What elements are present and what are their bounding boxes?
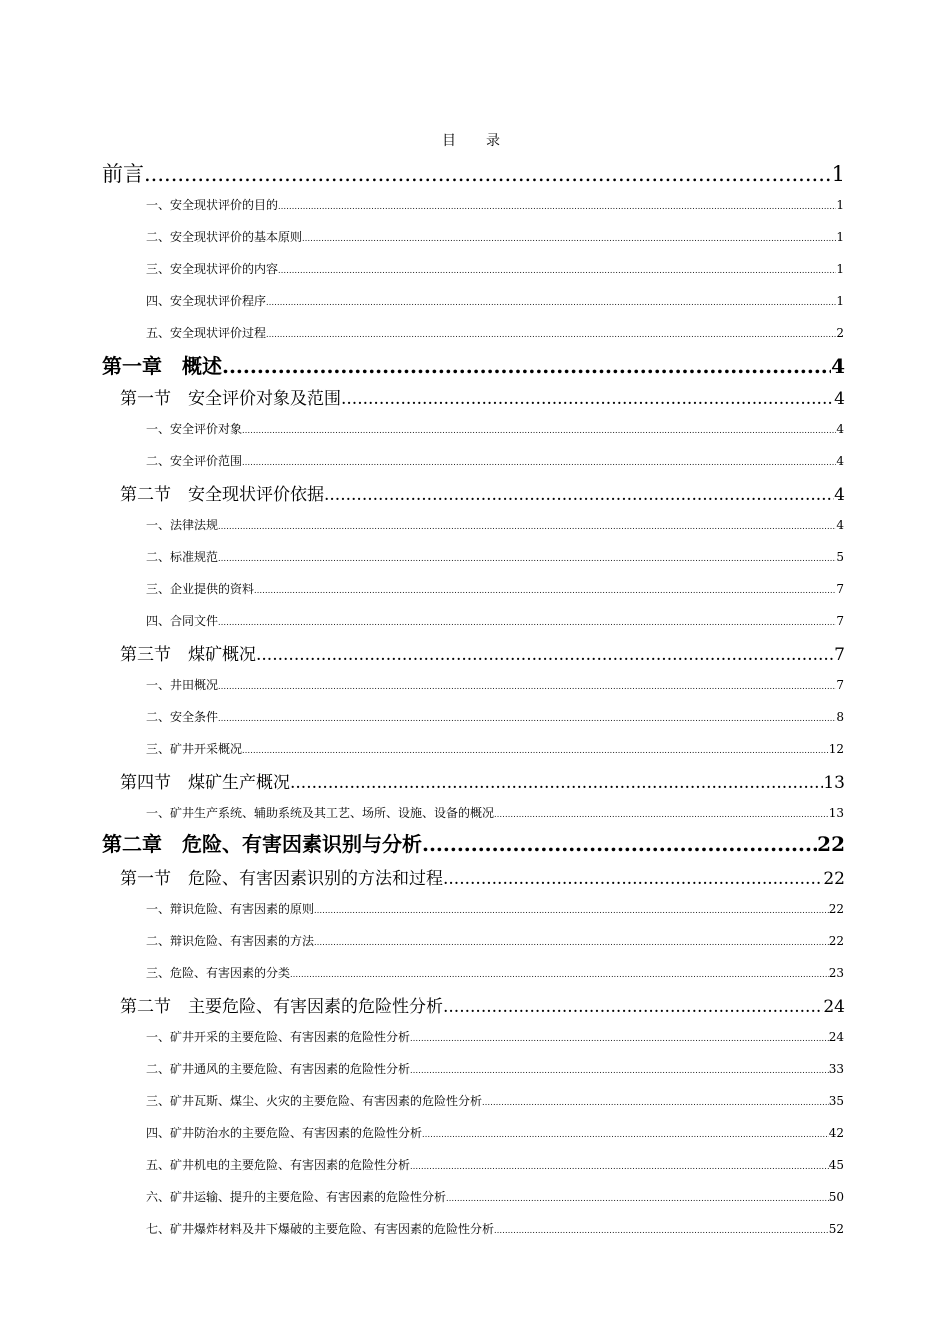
toc-leader-dots	[218, 518, 836, 532]
toc-entry-label: 二、矿井通风的主要危险、有害因素的危险性分析	[146, 1062, 411, 1076]
toc-subsection-entry[interactable]	[146, 964, 844, 981]
toc-page-number: 24	[823, 997, 845, 1017]
toc-entry-label: 二、安全现状评价的基本原则	[146, 230, 303, 244]
toc-entry-label: 四、安全现状评价程序	[146, 294, 267, 308]
toc-subsection-entry[interactable]	[146, 516, 844, 533]
toc-page-number: 4	[831, 354, 845, 378]
toc-leader-dots	[256, 645, 834, 665]
toc-entry-label: 七、矿井爆炸材料及井下爆破的主要危险、有害因素的危险性分析	[146, 1222, 495, 1236]
toc-entry-label: 第二节 安全现状评价依据	[120, 485, 324, 505]
toc-section-entry[interactable]	[120, 992, 845, 1017]
toc-entry-label: 三、危险、有害因素的分类	[146, 966, 291, 980]
toc-page-number: 8	[836, 710, 844, 724]
toc-subsection-entry[interactable]	[146, 1156, 844, 1173]
toc-entry-label: 第一章 概述	[102, 354, 222, 378]
toc-leader-dots	[314, 902, 829, 916]
toc-page-number: 7	[836, 678, 844, 692]
toc-entry-label: 第一节 危险、有害因素识别的方法和过程	[120, 869, 443, 889]
toc-subsection-entry[interactable]	[146, 708, 844, 725]
toc-page-number: 1	[836, 230, 844, 244]
toc-page-number: 45	[828, 1158, 844, 1172]
toc-entry-label: 五、矿井机电的主要危险、有害因素的危险性分析	[146, 1158, 411, 1172]
toc-section-entry[interactable]	[120, 768, 845, 793]
toc-entry-label: 二、标准规范	[146, 550, 219, 564]
toc-subsection-entry[interactable]	[146, 580, 844, 597]
toc-leader-dots	[242, 422, 836, 436]
toc-leader-dots	[482, 1094, 829, 1108]
toc-page-number: 50	[828, 1190, 844, 1204]
toc-leader-dots	[218, 710, 836, 724]
toc-subsection-entry[interactable]	[146, 932, 844, 949]
toc-subsection-entry[interactable]	[146, 324, 844, 341]
toc-chapter-entry[interactable]	[102, 828, 845, 857]
toc-entry-label: 二、安全条件	[146, 710, 219, 724]
toc-leader-dots	[254, 582, 836, 596]
toc-subsection-entry[interactable]	[146, 420, 844, 437]
toc-entry-label: 三、矿井开采概况	[146, 742, 243, 756]
toc-entry-label: 二、安全评价范围	[146, 454, 243, 468]
toc-leader-dots	[242, 454, 836, 468]
toc-subsection-entry[interactable]	[146, 292, 844, 309]
toc-subsection-entry[interactable]	[146, 1028, 844, 1045]
toc-entry-label: 一、井田概况	[146, 678, 219, 692]
toc-page-number: 22	[817, 832, 845, 856]
toc-page-number: 1	[836, 198, 844, 212]
toc-page-number: 1	[831, 162, 845, 186]
toc-entry-label: 四、矿井防治水的主要危险、有害因素的危险性分析	[146, 1126, 423, 1140]
toc-subsection-entry[interactable]	[146, 900, 844, 917]
toc-entry-label: 一、矿井开采的主要危险、有害因素的危险性分析	[146, 1030, 411, 1044]
toc-leader-dots	[144, 162, 832, 186]
toc-entry-label: 一、法律法规	[146, 518, 219, 532]
toc-entry-label: 一、安全现状评价的目的	[146, 198, 279, 212]
toc-subsection-entry[interactable]	[146, 196, 844, 213]
toc-entry-label: 三、矿井瓦斯、煤尘、火灾的主要危险、有害因素的危险性分析	[146, 1094, 483, 1108]
toc-subsection-entry[interactable]	[146, 1060, 844, 1077]
toc-subsection-entry[interactable]	[146, 612, 844, 629]
toc-page-number: 35	[828, 1094, 844, 1108]
toc-leader-dots	[218, 678, 836, 692]
toc-leader-dots	[494, 1222, 829, 1236]
toc-subsection-entry[interactable]	[146, 228, 844, 245]
toc-leader-dots	[410, 1062, 829, 1076]
toc-leader-dots	[324, 485, 834, 505]
toc-leader-dots	[218, 550, 836, 564]
toc-leader-dots	[422, 832, 817, 856]
toc-subsection-entry[interactable]	[146, 1220, 844, 1237]
toc-entry-label: 六、矿井运输、提升的主要危险、有害因素的危险性分析	[146, 1190, 447, 1204]
toc-subsection-entry[interactable]	[146, 676, 844, 693]
toc-page-number: 12	[828, 742, 844, 756]
toc-subsection-entry[interactable]	[146, 452, 844, 469]
toc-entry-label: 五、安全现状评价过程	[146, 326, 267, 340]
toc-entry-label: 第二节 主要危险、有害因素的危险性分析	[120, 997, 443, 1017]
toc-leader-dots	[218, 614, 836, 628]
toc-entry-label: 三、安全现状评价的内容	[146, 262, 279, 276]
toc-leader-dots	[443, 869, 823, 889]
toc-page-number: 22	[828, 934, 844, 948]
toc-subsection-entry[interactable]	[146, 1124, 844, 1141]
toc-page-number: 22	[828, 902, 844, 916]
toc-entry-label: 三、企业提供的资料	[146, 582, 255, 596]
toc-section-entry[interactable]	[120, 384, 845, 409]
toc-page-number: 7	[836, 582, 844, 596]
toc-leader-dots	[222, 354, 831, 378]
toc-page-number: 42	[828, 1126, 844, 1140]
toc-leader-dots	[443, 997, 823, 1017]
toc-entry-label: 四、合同文件	[146, 614, 219, 628]
toc-leader-dots	[266, 294, 836, 308]
toc-leader-dots	[290, 966, 829, 980]
toc-page-number: 1	[836, 262, 844, 276]
toc-entry-label: 第四节 煤矿生产概况	[120, 773, 290, 793]
toc-entry-label: 一、辩识危险、有害因素的原则	[146, 902, 315, 916]
toc-subsection-entry[interactable]	[146, 548, 844, 565]
toc-subsection-entry[interactable]	[146, 1092, 844, 1109]
toc-leader-dots	[242, 742, 829, 756]
toc-entry-label: 前言	[102, 162, 144, 186]
toc-leader-dots	[314, 934, 829, 948]
toc-page-number: 4	[836, 518, 844, 532]
toc-page-number: 2	[836, 326, 844, 340]
toc-leader-dots	[278, 198, 836, 212]
toc-page-number: 4	[834, 389, 845, 409]
toc-page-number: 4	[836, 422, 844, 436]
toc-page-number: 22	[823, 869, 845, 889]
toc-entry-label: 第三节 煤矿概况	[120, 645, 256, 665]
toc-subsection-entry[interactable]	[146, 260, 844, 277]
toc-entry-label: 第一节 安全评价对象及范围	[120, 389, 341, 409]
toc-page-number: 4	[834, 485, 845, 505]
toc-page-number: 23	[828, 966, 844, 980]
toc-subsection-entry[interactable]	[146, 740, 844, 757]
toc-leader-dots	[410, 1158, 829, 1172]
toc-chapter-entry[interactable]	[102, 158, 845, 188]
toc-entry-label: 第二章 危险、有害因素识别与分析	[102, 832, 422, 856]
toc-leader-dots	[422, 1126, 829, 1140]
toc-page-number: 52	[828, 1222, 844, 1236]
toc-leader-dots	[341, 389, 834, 409]
toc-page-number: 7	[834, 645, 845, 665]
toc-subsection-entry[interactable]	[146, 804, 844, 821]
toc-leader-dots	[278, 262, 836, 276]
toc-leader-dots	[266, 326, 836, 340]
toc-leader-dots	[410, 1030, 829, 1044]
toc-page-number: 4	[836, 454, 844, 468]
toc-chapter-entry[interactable]	[102, 350, 845, 379]
toc-title: 目 录	[442, 133, 508, 149]
toc-page-number: 1	[836, 294, 844, 308]
toc-section-entry[interactable]	[120, 864, 845, 889]
toc-leader-dots	[494, 806, 829, 820]
toc-section-entry[interactable]	[120, 480, 845, 505]
toc-leader-dots	[290, 773, 823, 793]
toc-page-number: 5	[836, 550, 844, 564]
toc-section-entry[interactable]	[120, 640, 845, 665]
toc-page-number: 24	[828, 1030, 844, 1044]
toc-page-number: 13	[828, 806, 844, 820]
toc-entry-label: 一、安全评价对象	[146, 422, 243, 436]
toc-leader-dots	[302, 230, 836, 244]
toc-entry-label: 二、辩识危险、有害因素的方法	[146, 934, 315, 948]
toc-entry-label: 一、矿井生产系统、辅助系统及其工艺、场所、设施、设备的概况	[146, 806, 495, 820]
toc-leader-dots	[446, 1190, 829, 1204]
toc-page-number: 13	[823, 773, 845, 793]
toc-subsection-entry[interactable]	[146, 1188, 844, 1205]
toc-page-number: 7	[836, 614, 844, 628]
toc-page-number: 33	[828, 1062, 844, 1076]
